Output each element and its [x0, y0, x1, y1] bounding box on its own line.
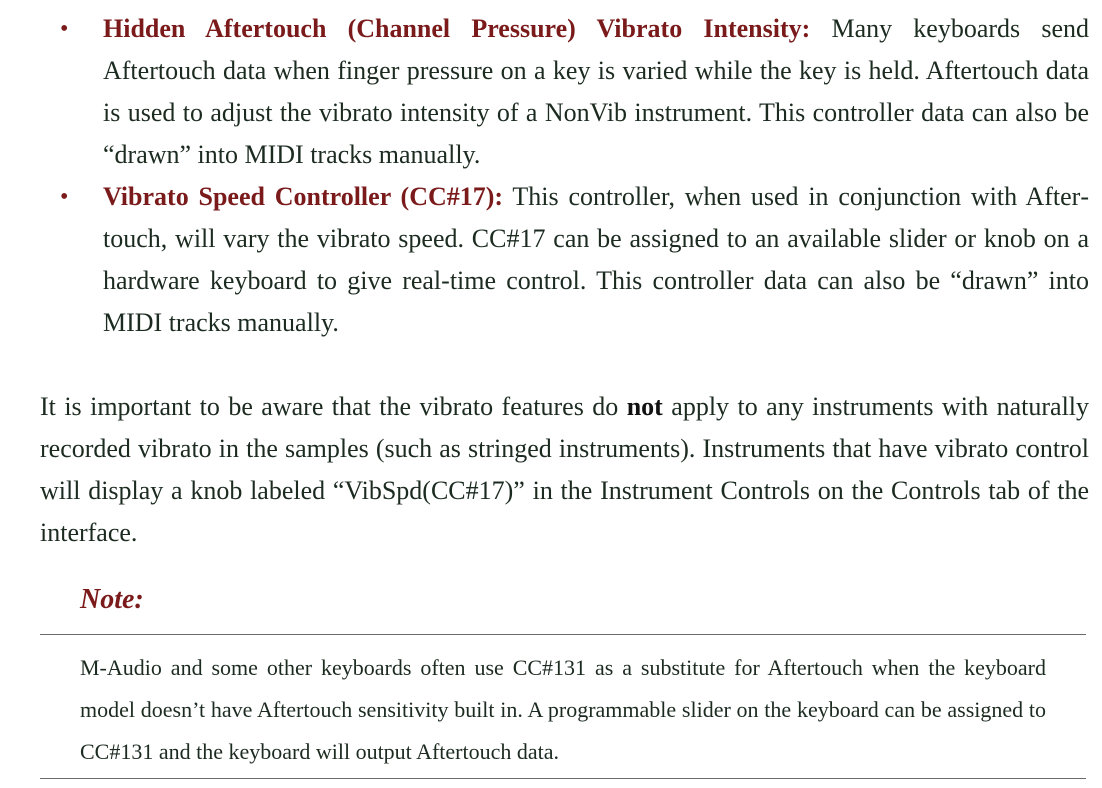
bullet-text: Many keyboards send Aftertouch data when finger pressure on a key is varied while the key is held. Aftertouch data is used to adjust the vibrato intensity of a NonVib instrument. This controller data can also be “drawn” into MIDI tracks manually. [103, 14, 1089, 169]
body-paragraph [40, 386, 1089, 554]
bullet-list [0, 8, 1102, 344]
paragraph-emphasis: not [626, 392, 663, 421]
note-bottom-divider [40, 778, 1086, 779]
bullet-term: Vibrato Speed Controller (CC#17): [103, 182, 504, 211]
note-body: M-Audio and some other keyboards often use CC#131 as a substitute for Aftertouch when the keyboard model doesn’t have Aftertouch sensitivity built in. A programmable slider on the keyboard can be assigned to CC#131 and the keyboard will output Aftertouch data. [80, 655, 1046, 764]
paragraph-text-after: apply to any instruments with naturally recorded vibrato in the samples (such as stringed instruments). Instruments that have vibrato control will display a knob labeled “VibSpd(CC#17)” in the Instrument Controls on the Controls tab of the interface. [40, 392, 1090, 547]
bullet-item-aftertouch [60, 8, 1089, 176]
bullet-text: This controller, when used in conjunction with Aftertouch, will vary the vibrato speed. CC#17 can be assigned to an available slider or knob on a hardware keyboard to give real-time control. This controller data can also be “drawn” into MIDI tracks manually. [103, 182, 1089, 337]
bullet-dot-icon: • [60, 184, 69, 210]
note-title: Note: [80, 584, 144, 615]
bullet-item-vibrato-speed [60, 176, 1089, 344]
bullet-term: Hidden Aftertouch (Channel Pressure) Vibrato Intensity: [103, 14, 811, 43]
note-top-divider [40, 634, 1086, 635]
paragraph-text-before: It is important to be aware that the vibrato features do [40, 392, 619, 421]
bullet-dot-icon: • [60, 16, 69, 42]
